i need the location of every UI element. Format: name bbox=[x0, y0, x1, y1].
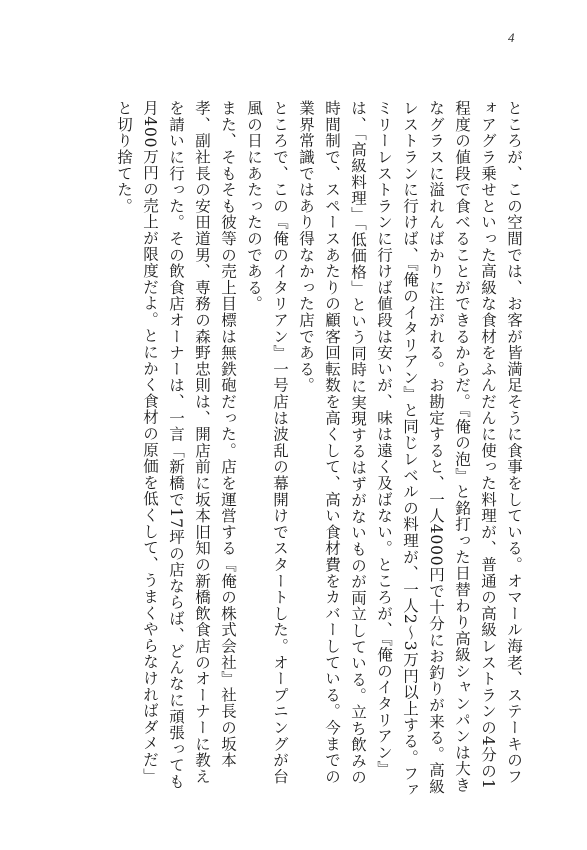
paragraph: ところで、この『俺のイタリアン』一号店は波乱の幕開けでスタートした。オープニングが台風の日にあたったのである。 bbox=[245, 100, 289, 785]
paragraph: ところが、この空間では、お客が皆満足そうに食事をしている。オマール海老、ステーキのフォアグラ乗せといった高級な食材をふんだんに使った料理が、普通の高級レストランの4分の1程度の値段で食べることができるからだ。『俺の泡』と銘打った日替わり高級シャンパンは大きなグラスに溢れんばかりに注がれる。お勘定すると、一人4000円で十分にお釣りが来る。高級レストランに行けば、『俺のイタリアン』と同じレベルの料理が、一人2～3万円以上する。ファミリーレストランに行けば値段は安いが、味は遠く及ばない。ところが、『俺のイタリアン』は、「高級料理」「低価格」という同時に実現するはずがないものが両立している。立ち飲みの時間制で、スペースあたりの顧客回転数を高くして、高い食材費をカバーしている。今までの業界常識ではあり得なかった店である。 bbox=[297, 100, 523, 799]
body-text bbox=[80, 100, 527, 800]
paragraph: また、そもそも彼等の売上目標は無鉄砲だった。店を運営する『俺の株式会社』社長の坂本孝、副社長の安田道男、専務の森野忠則は、開店前に坂本旧知の新橋飲食店のオーナーに教えを請いに行った。その飲食店オーナーは、一言「新橋で17坪の店ならば、どんなに頑張っても月400万円の売上が限度だよ。とにかく食材の原価を低くして、うまくやらなければダメだ」と切り捨てた。 bbox=[115, 100, 237, 790]
page-number: 4 bbox=[508, 30, 515, 45]
